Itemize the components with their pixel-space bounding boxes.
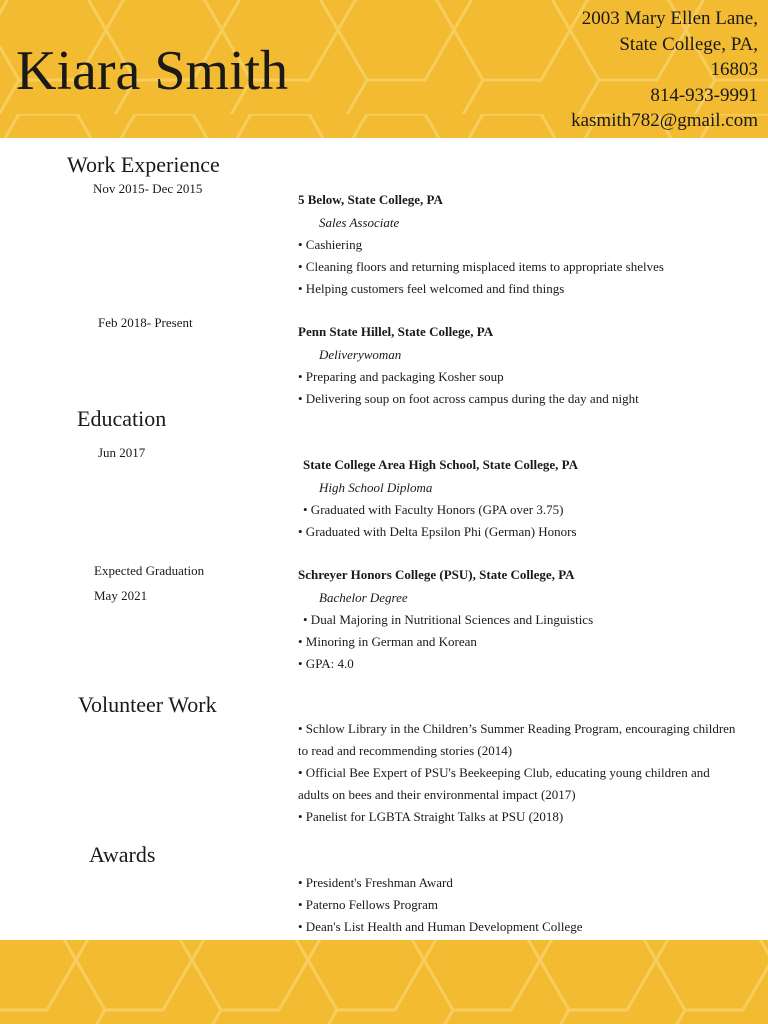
contact-phone: 814-933-9991 [650, 84, 758, 106]
work-date-2: Feb 2018- Present [98, 315, 193, 330]
work-org-1: 5 Below, State College, PA [298, 192, 443, 207]
contact-zip: 16803 [710, 59, 758, 80]
work-bullet: • Preparing and packaging Kosher soup [298, 369, 504, 384]
edu-bullet: • Graduated with Delta Epsilon Phi (German) Honors [298, 524, 577, 539]
volunteer-item: • Official Bee Expert of PSU's Beekeeping Club, educating young children and adults on bees and their environmental impact (2017) [298, 765, 710, 802]
work-role-1: Sales Associate [319, 215, 400, 230]
award-item: • President's Freshman Award [298, 875, 453, 890]
section-title-education: Education [77, 406, 167, 431]
work-bullet: • Delivering soup on foot across campus during the day and night [298, 391, 639, 406]
edu-date-2b: May 2021 [94, 588, 148, 603]
contact-email: kasmith782@gmail.com [571, 110, 758, 131]
work-role-2: Deliverywoman [319, 347, 402, 362]
work-date-1: Nov 2015- Dec 2015 [93, 181, 203, 196]
section-title-volunteer: Volunteer Work [78, 692, 217, 717]
edu-bullet: • Dual Majoring in Nutritional Sciences and Linguistics [303, 612, 594, 627]
volunteer-list [298, 718, 738, 828]
edu-role-2: Bachelor Degree [319, 590, 408, 605]
edu-org-2: Schreyer Honors College (PSU), State College, PA [298, 567, 575, 582]
candidate-name: Kiara Smith [16, 40, 289, 102]
contact-block [498, 6, 758, 134]
award-item: • Paterno Fellows Program [298, 897, 438, 912]
awards-list [298, 872, 738, 938]
work-bullet: • Cleaning floors and returning misplaced items to appropriate shelves [298, 259, 664, 274]
volunteer-item: • Schlow Library in the Children’s Summer Reading Program, encouraging children to read and recommending stories (2014) [298, 721, 736, 758]
work-bullet: • Cashiering [298, 237, 363, 252]
contact-street: 2003 Mary Ellen Lane, [581, 8, 758, 29]
edu-org-1: State College Area High School, State College, PA [303, 457, 579, 472]
section-title-work: Work Experience [67, 152, 220, 177]
contact-city: State College, PA, [619, 33, 758, 55]
honeycomb-pattern [0, 940, 768, 1024]
award-item: • Dean's List Health and Human Development College [298, 919, 583, 934]
edu-date-1: Jun 2017 [98, 445, 146, 460]
edu-date-2: Expected Graduation [94, 563, 205, 578]
edu-role-1: High School Diploma [319, 480, 433, 495]
volunteer-item: • Panelist for LGBTA Straight Talks at PSU (2018) [298, 809, 564, 824]
section-title-awards: Awards [89, 842, 156, 867]
work-bullet: • Helping customers feel welcomed and find things [298, 281, 565, 296]
header-band [0, 0, 768, 138]
edu-bullet: • Graduated with Faculty Honors (GPA over 3.75) [303, 502, 564, 517]
work-org-2: Penn State Hillel, State College, PA [298, 324, 494, 339]
edu-bullet: • GPA: 4.0 [298, 656, 354, 671]
edu-bullet: • Minoring in German and Korean [298, 634, 477, 649]
footer-band [0, 940, 768, 1024]
